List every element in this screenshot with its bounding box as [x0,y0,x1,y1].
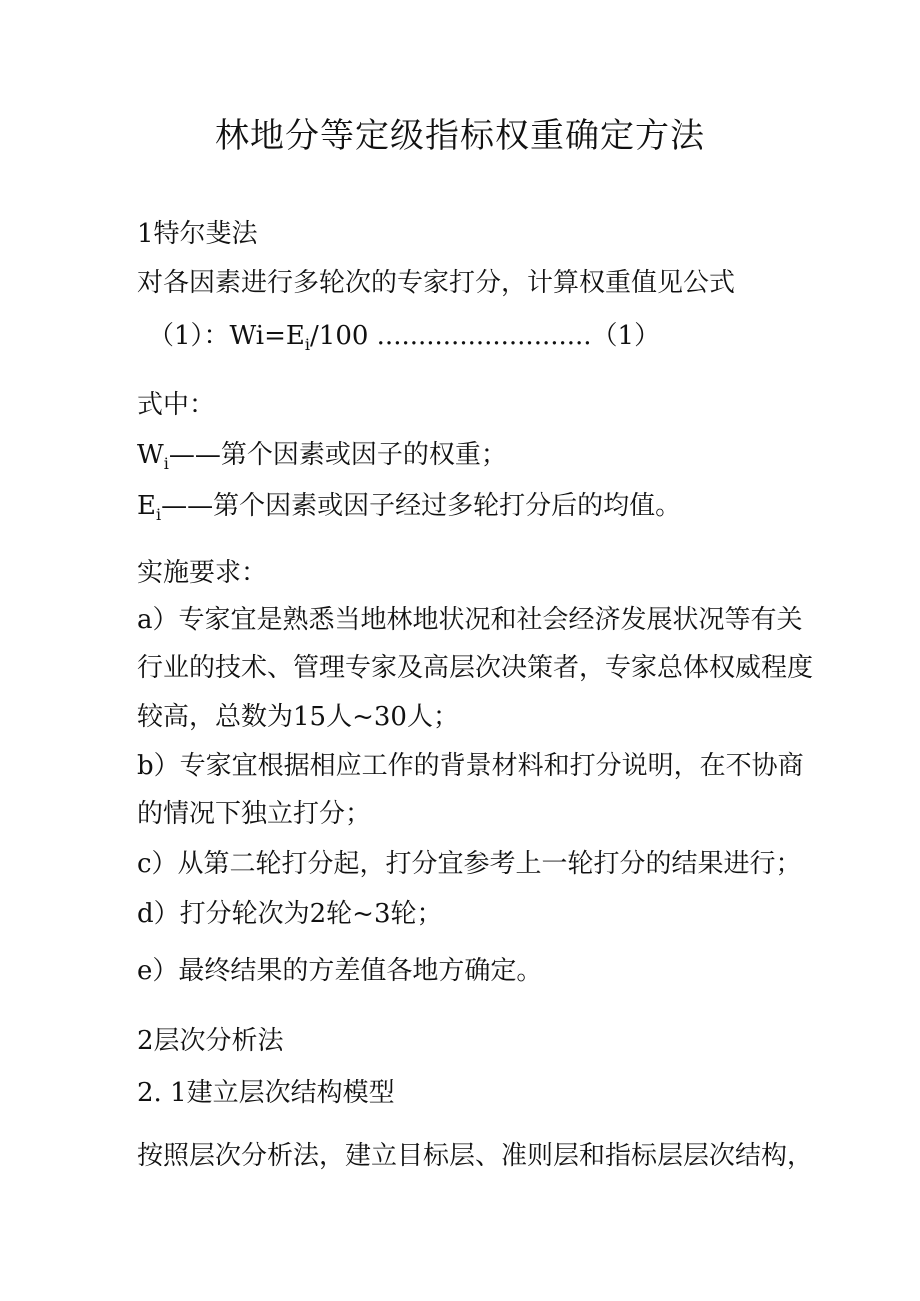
requirement-line: 较高，总数为15人~30人； [137,702,459,732]
section-2-text: 按照层次分析法，建立目标层、准则层和指标层层次结构， [137,1141,814,1171]
definition-text: ——第个因素或因子的权重； [168,440,507,470]
formula-prefix: （1）：Wi=E [148,321,305,351]
formula-line [148,320,660,361]
definition-symbol: E [137,491,156,521]
where-label: 式中： [137,390,216,420]
page-title: 林地分等定级指标权重确定方法 [215,116,705,156]
definition-symbol: W [137,440,164,470]
section-2-1-heading: 2. 1建立层次结构模型 [137,1078,395,1108]
requirement-line: c）从第二轮打分起，打分宜参考上一轮打分的结果进行； [137,849,802,879]
formula-subscript: i [304,335,311,354]
definition-subscript: i [163,454,169,473]
requirement-line: a）专家宜是熟悉当地林地状况和社会经济发展状况等有关 [137,605,803,635]
definition-e [137,490,681,531]
definition-text: ——第个因素或因子经过多轮打分后的均值。 [161,491,682,521]
formula-suffix: /100 ..........................（1） [310,321,661,351]
definition-w [137,439,507,480]
requirement-line: b）专家宜根据相应工作的背景材料和打分说明，在不协商 [137,751,804,781]
requirement-line: 行业的技术、管理专家及高层次决策者，专家总体权威程度 [137,653,814,683]
requirement-line: d）打分轮次为2轮~3轮； [137,899,443,929]
section-1-heading: 1特尔斐法 [137,219,258,249]
requirement-line: e）最终结果的方差值各地方确定。 [137,956,543,986]
section-1-intro: 对各因素进行多轮次的专家打分，计算权重值见公式 [137,268,736,298]
requirements-label: 实施要求： [137,558,268,588]
section-2-heading: 2层次分析法 [137,1026,284,1056]
definition-subscript: i [155,505,162,524]
requirement-line: 的情况下独立打分； [137,799,372,829]
